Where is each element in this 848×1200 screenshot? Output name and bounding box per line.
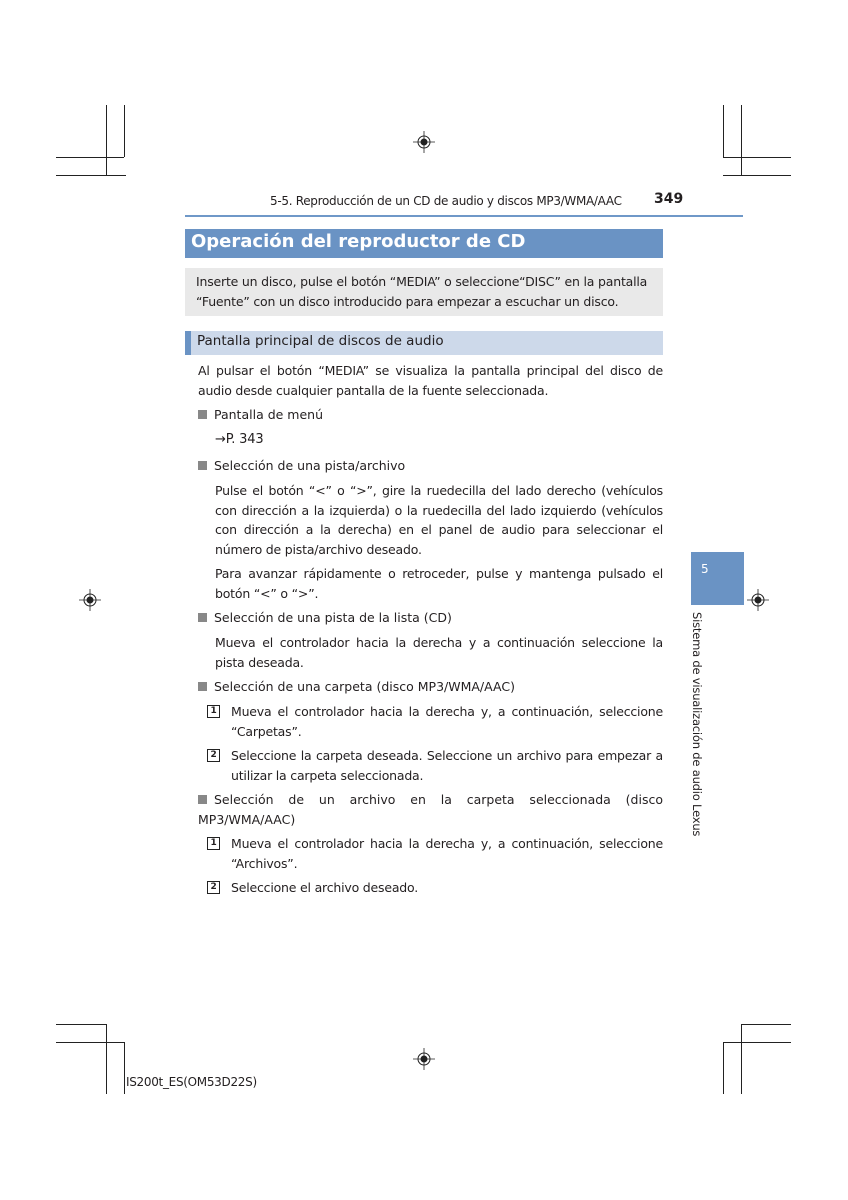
crop-mark [741, 1024, 742, 1094]
crop-mark [723, 157, 791, 158]
page-reference[interactable]: →P. 343 [215, 432, 264, 447]
crop-mark [56, 157, 124, 158]
paragraph: Al pulsar el botón “MEDIA” se visualiza la pantalla principal del disco de audio desde cualquier pantalla de la fuente seleccionada. [198, 363, 663, 398]
crop-mark [723, 1042, 791, 1043]
footer-code: IS200t_ES(OM53D22S) [126, 1075, 257, 1089]
registration-mark-icon [413, 131, 435, 153]
section-heading: Selección de una pista/archivo [198, 456, 663, 476]
crop-mark [56, 175, 126, 176]
crop-mark [106, 105, 107, 175]
crop-mark [124, 105, 125, 157]
crop-mark [723, 1042, 724, 1094]
registration-mark-icon [79, 589, 101, 611]
crop-mark [56, 1042, 124, 1043]
paragraph: Pulse el botón “<” o “>”, gire la ruedecilla del lado derecho (vehículos con dirección a la izquierda) o la ruedecilla del lado izquierdo (vehículos con dirección a la derecha) en el panel de audio para seleccionar el número de pista/archivo deseado. [215, 483, 663, 557]
crop-mark [723, 105, 724, 157]
step: 1 Mueva el controlador hacia la derecha y, a continuación, seleccione “Archivos”. [207, 834, 663, 873]
step: 2 Seleccione el archivo deseado. [207, 878, 663, 898]
step: 1 Mueva el controlador hacia la derecha y, a continuación, seleccione “Carpetas”. [207, 702, 663, 741]
section-heading: Selección de una carpeta (disco MP3/WMA/AAC) [198, 677, 663, 697]
step: 2 Seleccione la carpeta deseada. Seleccione un archivo para empezar a utilizar la carpeta seleccionada. [207, 746, 663, 785]
section-heading: Selección de una pista de la lista (CD) [198, 608, 663, 628]
subheading: Pantalla principal de discos de audio [185, 331, 663, 355]
crop-mark [56, 1024, 106, 1025]
section-heading: Selección de un archivo en la carpeta seleccionada (disco MP3/WMA/AAC) [198, 792, 663, 827]
intro-box: Inserte un disco, pulse el botón “MEDIA” o seleccione“DISC” en la pantalla “Fuente” con un disco introducido para empezar a escuchar un disco. [185, 268, 663, 316]
crop-mark [124, 1042, 125, 1094]
paragraph: Mueva el controlador hacia la derecha y a continuación seleccione la pista deseada. [215, 635, 663, 670]
registration-mark-icon [413, 1048, 435, 1070]
crop-mark [741, 1024, 791, 1025]
page-title: Operación del reproductor de CD [185, 229, 663, 258]
crop-mark [741, 105, 742, 175]
header-rule [185, 215, 743, 217]
chapter-label: Sistema de visualización de audio Lexus [690, 612, 704, 837]
crop-mark [723, 175, 791, 176]
crop-mark [106, 1024, 107, 1094]
paragraph: Para avanzar rápidamente o retroceder, pulse y mantenga pulsado el botón “<” o “>”. [215, 566, 663, 601]
registration-mark-icon [747, 589, 769, 611]
chapter-tab[interactable]: 5 [691, 552, 744, 605]
running-header: 5-5. Reproducción de un CD de audio y discos MP3/WMA/AAC [270, 194, 622, 208]
page-number: 349 [654, 191, 684, 207]
section-heading: Pantalla de menú [198, 405, 663, 425]
